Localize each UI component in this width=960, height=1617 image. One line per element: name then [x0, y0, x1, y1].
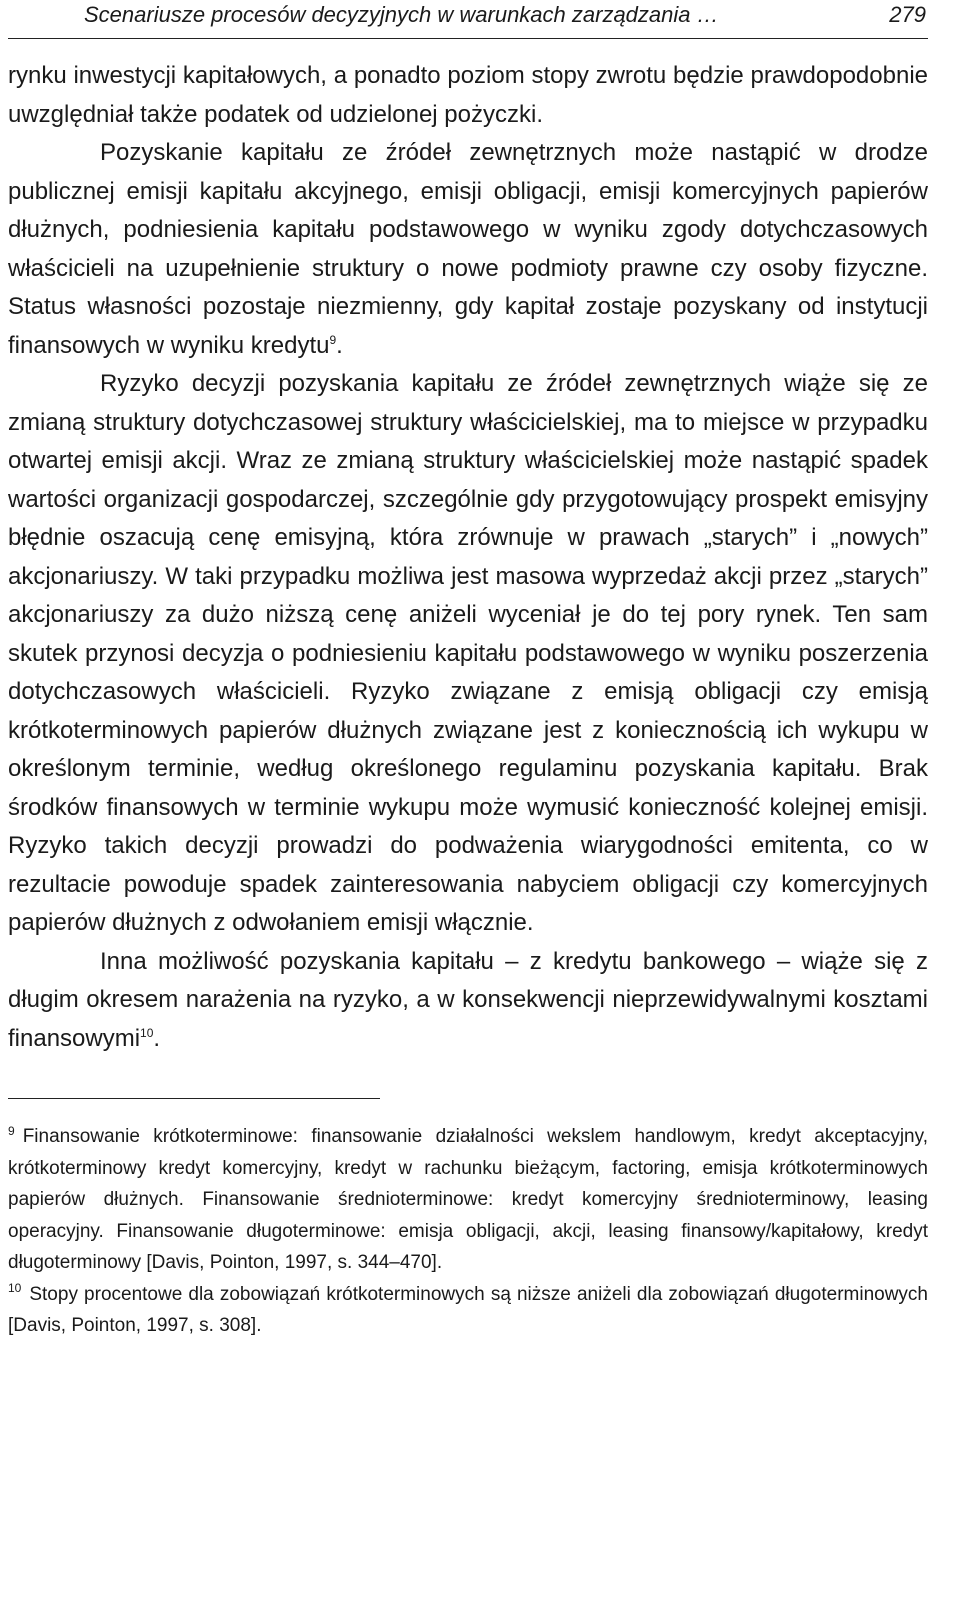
- paragraph-3: Ryzyko decyzji pozyskania kapitału ze źródeł zewnętrznych wiąże się ze zmianą struktury dotychczasowej struktury właścicielskiej, ma to miejsce w przypadku otwartej emisji akcji. Wraz ze zmianą struktury właścicielskiej może nastąpić spadek wartości organizacji gospodarczej, szczególnie gdy przygotowujący prospekt emisyjny błędnie oszacują cenę emisyjną, która zrównuje w prawach „starych” i „nowych” akcjonariuszy. W taki przypadku możliwa jest masowa wyprzedaż akcji przez „starych” akcjonariuszy za dużo niższą cenę aniżeli wyceniał je do tej pory rynek. Ten sam skutek przynosi decyzja o podniesieniu kapitału podstawowego w wyniku poszerzenia dotychczasowych właścicieli. Ryzyko związane z emisją obligacji czy emisją krótkoterminowych papierów dłużnych związane jest z koniecznością ich wykupu w określonym terminie, według określonego regulaminu pozyskania kapitału. Brak środków finansowych w terminie wykupu może wymusić konieczność kolejnej emisji. Ryzyko takich decyzji prowadzi do podważenia wiarygodności emitenta, co w rezultacie powoduje spadek zainteresowania nabyciem obligacji czy komercyjnych papierów dłużnych z odwołaniem emisji włącznie.: [8, 370, 928, 936]
- footnote-number: 9: [8, 1123, 15, 1138]
- footnote-number: 10: [8, 1281, 22, 1296]
- paragraph-2: [8, 134, 928, 365]
- footnote-separator: [8, 1098, 380, 1099]
- paragraph-2-end: .: [336, 331, 343, 359]
- footnotes: [8, 1121, 928, 1342]
- paragraph-2-text: Pozyskanie kapitału ze źródeł zewnętrznych może nastąpić w drodze publicznej emisji kapitału akcyjnego, emisji obligacji, emisji komercyjnych papierów dłużnych, podniesienia kapitału podstawowego w wyniku zgody dotychczasowych właścicieli na uzupełnienie struktury o nowe podmioty prawne czy osoby fizyczne. Status własności pozostaje niezmienny, gdy kapitał zostaje pozyskany od instytucji finansowych w wyniku kredytu: [8, 139, 928, 359]
- document-page: [8, 0, 928, 1342]
- running-header: [8, 0, 928, 39]
- footnote-text: Finansowanie krótkoterminowe: finansowanie działalności wekslem handlowym, kredyt akceptacyjny, krótkoterminowy kredyt komercyjny, kredyt w rachunku bieżącym, factoring, emisja krótkoterminowych papierów dłużnych. Finansowanie średnioterminowe: kredyt komercyjny średnioterminowy, leasing operacyjny. Finansowanie długoterminowe: emisja obligacji, akcji, leasing finansowy/kapitałowy, kredyt długoterminowy [Davis, Pointon, 1997, s. 344–470].: [8, 1126, 928, 1273]
- main-text: [8, 57, 928, 1058]
- footnote-ref-9[interactable]: 9: [329, 332, 337, 347]
- footnote-9: [8, 1121, 928, 1279]
- footnote-ref-10[interactable]: 10: [140, 1025, 154, 1040]
- footnote-10: [8, 1279, 928, 1342]
- paragraph-1: rynku inwestycji kapitałowych, a ponadto poziom stopy zwrotu będzie prawdopodobnie uwzględniał także podatek od udzielonej pożyczki.: [8, 62, 928, 128]
- paragraph-4-end: .: [153, 1024, 161, 1052]
- page-number: 279: [889, 2, 926, 27]
- paragraph-4-text: Inna możliwość pozyskania kapitału – z kredytu bankowego – wiąże się z długim okresem narażenia na ryzyko, a w konsekwencji nieprzewidywalnymi kosztami finansowymi: [8, 947, 928, 1052]
- paragraph-4: [8, 943, 928, 1059]
- footnote-text: Stopy procentowe dla zobowiązań krótkoterminowych są niższe aniżeli dla zobowiązań długoterminowych [Davis, Pointon, 1997, s. 308].: [8, 1283, 928, 1336]
- chapter-title: Scenariusze procesów decyzyjnych w warunkach zarządzania …: [84, 2, 719, 27]
